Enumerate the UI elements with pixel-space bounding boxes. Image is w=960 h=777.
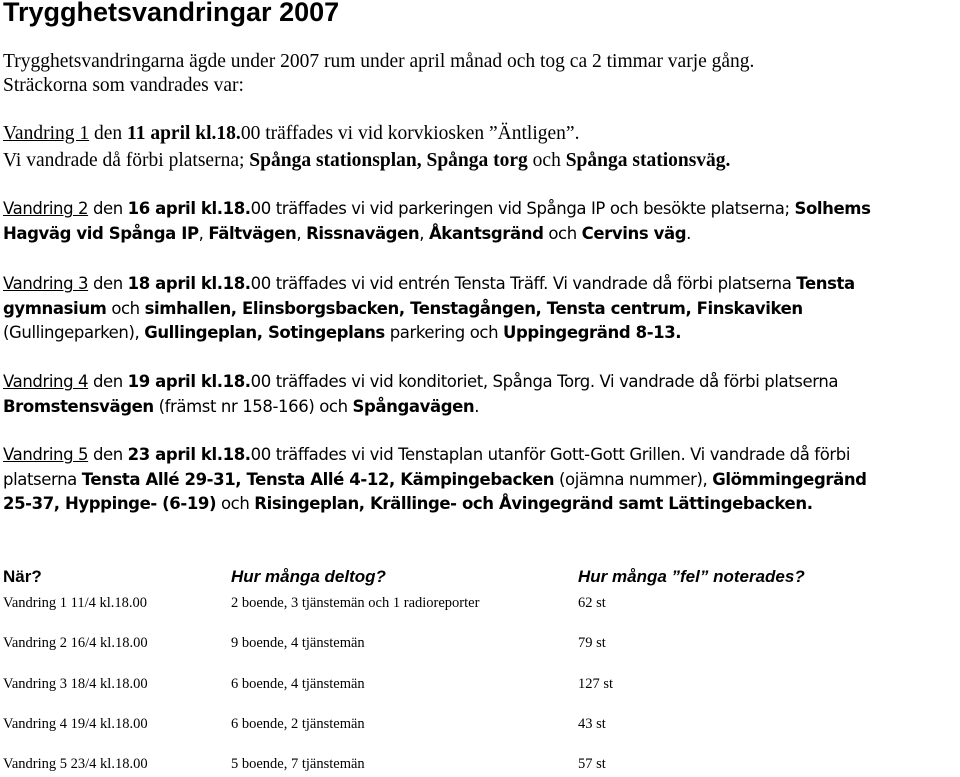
table-cell-participants: 2 boende, 3 tjänstemän och 1 radioreporter xyxy=(231,595,480,611)
walk-1-date: 11 april kl.18. xyxy=(127,123,241,144)
walk-2-paragraph: Vandring 2 den 16 april kl.18.00 träffades vi vid parkeringen vid Spånga IP och besökte platserna; Solhems Hagväg vid Spånga IP, Fältvägen, Rissnavägen, Åkantsgränd och Cervins väg. xyxy=(3,199,871,243)
table-cell-participants: 6 boende, 2 tjänstemän xyxy=(231,716,365,732)
walk-3-label: Vandring 3 xyxy=(3,274,89,293)
walk-4-paragraph: Vandring 4 den 19 april kl.18.00 träffades vi vid konditoriet, Spånga Torg. Vi vandrade då förbi platserna Bromstensvägen (främst nr 158-166) och Spångavägen. xyxy=(3,372,839,416)
table-cell-participants: 9 boende, 4 tjänstemän xyxy=(231,635,365,651)
intro-line-1: Trygghetsvandringarna ägde under 2007 rum under april månad och tog ca 2 timmar varje gång. xyxy=(3,51,755,72)
table-cell-issues: 79 st xyxy=(578,635,606,651)
table-header-when: När? xyxy=(3,567,42,586)
walk-5-label: Vandring 5 xyxy=(3,445,89,464)
walk-4-label: Vandring 4 xyxy=(3,372,89,391)
walk-3-paragraph: Vandring 3 den 18 april kl.18.00 träffades vi vid entrén Tensta Träff. Vi vandrade då förbi platserna Tensta gymnasium och simhallen, Elinsborgsbacken, Tenstagången, Tensta centrum, Finskaviken (Gullingeparken), Gullingeplan, Sotingeplans parkering och Uppingegränd 8-13. xyxy=(3,274,855,342)
page-title: Trygghetsvandringar 2007 xyxy=(3,0,340,27)
table-header-issues: Hur många ”fel” noterades? xyxy=(578,567,805,586)
table-cell-issues: 62 st xyxy=(578,595,606,611)
walk-5-paragraph: Vandring 5 den 23 april kl.18.00 träffades vi vid Tenstaplan utanför Gott-Gott Grillen. Vi vandrade då förbi platserna Tensta Allé 29-31, Tensta Allé 4-12, Kämpingebacken (ojämna nummer), Glömmingegränd 25-37, Hyppinge- (6-19) och Risingeplan, Krällinge- och Åvingegränd samt Lättingebacken. xyxy=(3,445,867,513)
table-cell-issues: 43 st xyxy=(578,716,606,732)
walk-2-label: Vandring 2 xyxy=(3,199,89,218)
table-cell-when: Vandring 3 18/4 kl.18.00 xyxy=(3,676,148,692)
table-cell-when: Vandring 2 16/4 kl.18.00 xyxy=(3,635,148,651)
walk-1-line-1: Vandring 1 den 11 april kl.18.00 träffades vi vid korvkiosken ”Äntligen”. xyxy=(3,123,580,144)
table-cell-when: Vandring 4 19/4 kl.18.00 xyxy=(3,716,148,732)
table-cell-issues: 57 st xyxy=(578,756,606,772)
intro-line-2: Sträckorna som vandrades var: xyxy=(3,75,244,96)
table-cell-when: Vandring 5 23/4 kl.18.00 xyxy=(3,756,148,772)
table-cell-issues: 127 st xyxy=(578,676,614,692)
table-header-participants: Hur många deltog? xyxy=(231,567,386,586)
walk-1-line-2: Vi vandrade då förbi platserna; Spånga stationsplan, Spånga torg och Spånga stationsväg. xyxy=(3,150,731,171)
walk-1-label: Vandring 1 xyxy=(3,123,90,144)
table-cell-participants: 6 boende, 4 tjänstemän xyxy=(231,676,365,692)
table-cell-participants: 5 boende, 7 tjänstemän xyxy=(231,756,365,772)
table-cell-when: Vandring 1 11/4 kl.18.00 xyxy=(3,595,148,611)
